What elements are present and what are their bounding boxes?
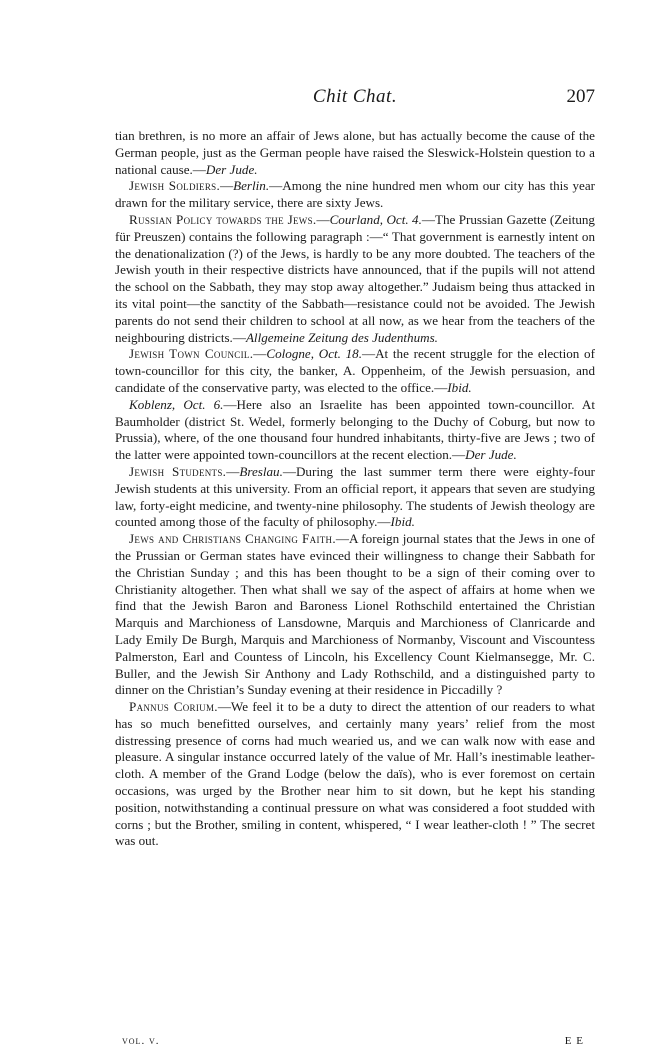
news-item-jewish-students: Jewish Students.—Breslau.—During the last summer term there were eighty-four Jewish students at this university. From an official report, it appears that seven are studying law, forty-eight medicine, and twenty-nine philosophy. The students of Jewish theology are counted among those of the faculty of philosophy.—Ibid. xyxy=(115,463,595,530)
page-footer xyxy=(122,1035,584,1051)
item-heading: Russian Policy towards the Jews. xyxy=(129,211,317,227)
item-text: —A foreign journal states that the Jews in one of the Prussian or German states have evinced their willingness to change their Sabbath for the Christian Sunday ; and this has been thought to be a sign of their coming over to Christianity altogether. Then what shall we say of the aspect of affairs at home when we find that the Jewish Baron and Baroness Lionel Rothschild entertained the Christian Marquis and Marchioness of Lansdowne, Marquis and Marchioness of Clanricarde and Lady Emily De Burgh, Marquis and Marchioness of Normanby, Viscount and Viscountess Palmerston, Earl and Countess of Lincoln, his Excellency Count Kielmansegge, Mr. C. Buller, and the Jewish Sir Anthony and Lady Rothschild, and a distinguished party to dinner on the Christian’s Sunday evening at their residence in Piccadilly ? xyxy=(115,531,595,698)
page-header xyxy=(115,86,595,112)
source-citation: Der Jude. xyxy=(465,447,517,463)
item-text: —We feel it to be a duty to direct the attention of our readers to what has so much benefitted ourselves, and certainly many years’ relief from the most distressing presence of corns had much wearied us, and we can walk now with ease and pleasure. A singular instance occurred lately of the value of Mr. Hall’s inestimable leather-cloth. A member of the Grand Lodge (below the daïs), who is ever foremost on certain occasions, was urged by the Brother near him to sit down, but he kept his standing position, notwithstanding a continual pressure on what was considered a foot studded with corns ; but the Brother, smiling in content, whispered, “ I wear leather-cloth ! ” The secret was out. xyxy=(115,699,595,849)
item-heading: Jewish Students. xyxy=(129,463,227,479)
item-dateline: Berlin. xyxy=(233,178,270,194)
item-text: —The Prussian Gazette (Zeitung für Preuszen) contains the following paragraph :—“ That government is earnestly intent on the denationalization (?) of the Jews, is hardly to be any more doubted. The teachers of the Jewish youth in their respective districts have announced, that if the pupils will not attend the school on the Sabbath, they may stop away altogether.” Judaism being thus attacked in its vital point—the sanctity of the Sabbath—resistance could not be avoided. The Jewish parents do not send their children to school at all now, as we hear from the teachers of the neighbouring districts.— xyxy=(115,211,595,345)
source-citation: Ibid. xyxy=(390,514,415,530)
item-heading: Jewish Town Council. xyxy=(129,346,254,362)
signature-mark: E E xyxy=(564,1035,584,1047)
item-heading: Jewish Soldiers. xyxy=(129,178,221,194)
item-heading: Pannus Corium. xyxy=(129,699,218,715)
article-body xyxy=(115,128,595,850)
volume-mark: vol. v. xyxy=(122,1035,160,1047)
item-heading: Jews and Christians Changing Faith. xyxy=(129,531,336,547)
news-item-jewish-soldiers: Jewish Soldiers.—Berlin.—Among the nine hundred men whom our city has this year drawn for the military service, there are sixty Jews. xyxy=(115,178,596,211)
source-citation: Der Jude. xyxy=(205,161,258,177)
news-item-pannus-corium xyxy=(115,699,595,850)
paragraph-text: tian brethren, is no more an affair of Jews alone, but has actually become the cause of the German people, just as the German people have raised the Sleswick-Holstein question to a national cause.— xyxy=(115,128,595,177)
source-citation: Ibid. xyxy=(447,379,472,395)
item-text: —Among the nine hundred men whom our city has this year drawn for the military service, there are sixty Jews. xyxy=(115,178,596,211)
page-number: 207 xyxy=(566,86,595,107)
item-dateline: Cologne, Oct. 18. xyxy=(266,346,362,362)
news-item-koblenz xyxy=(115,397,595,464)
news-item-town-council: Jewish Town Council.—Cologne, Oct. 18.—At the recent struggle for the election of town-councillor for this city, the banker, A. Oppenheim, of the Jewish persuasion, and candidate of the conservative party, was elected to the office.—Ibid. xyxy=(115,346,595,395)
source-citation: Allgemeine Zeitung des Judenthums. xyxy=(245,329,438,345)
item-dateline: Koblenz, Oct. 6. xyxy=(129,396,224,412)
paragraph-continuation xyxy=(115,128,595,178)
item-text: —During the last summer term there were eighty-four Jewish students at this university. From an official report, it appears that seven are studying law, forty-eight medicine, and twenty-nine philosophy. The students of Jewish theology are counted among those of the faculty of philosophy.— xyxy=(115,463,595,530)
item-dateline: Breslau. xyxy=(239,463,283,479)
news-item-russian-policy: Russian Policy towards the Jews.—Courland, Oct. 4.—The Prussian Gazette (Zeitung für Preuszen) contains the following paragraph :—“ That government is earnestly intent on the denationalization (?) of the Jews, is hardly to be any more doubted. The teachers of the Jewish youth in their respective districts have announced, that if the pupils will not attend the school on the Sabbath, they may stop away altogether.” Judaism being thus attacked in its vital point—the sanctity of the Sabbath—resistance could not be avoided. The Jewish parents do not send their children to school at all now, as we hear from the teachers of the neighbouring districts.—Allgemeine Zeitung des Judenthums. xyxy=(115,211,595,345)
running-title: Chit Chat. xyxy=(312,86,398,107)
item-text: —At the recent struggle for the election of town-councillor for this city, the banker, A. Oppenheim, of the Jewish persuasion, and candidate of the conservative party, was elected to the office.— xyxy=(115,346,595,395)
news-item-changing-faith xyxy=(115,531,595,699)
item-dateline: Courland, Oct. 4. xyxy=(329,211,422,227)
item-text: —Here also an Israelite has been appointed town-councillor. At Baumholder (district St. Wedel, formerly belonging to the Duchy of Coburg, but now to Prussia), where, of the one thousand four hundred inhabitants, thirty-five are Jews ; two of the latter were appointed town-councillors at the recent election.— xyxy=(115,396,595,463)
